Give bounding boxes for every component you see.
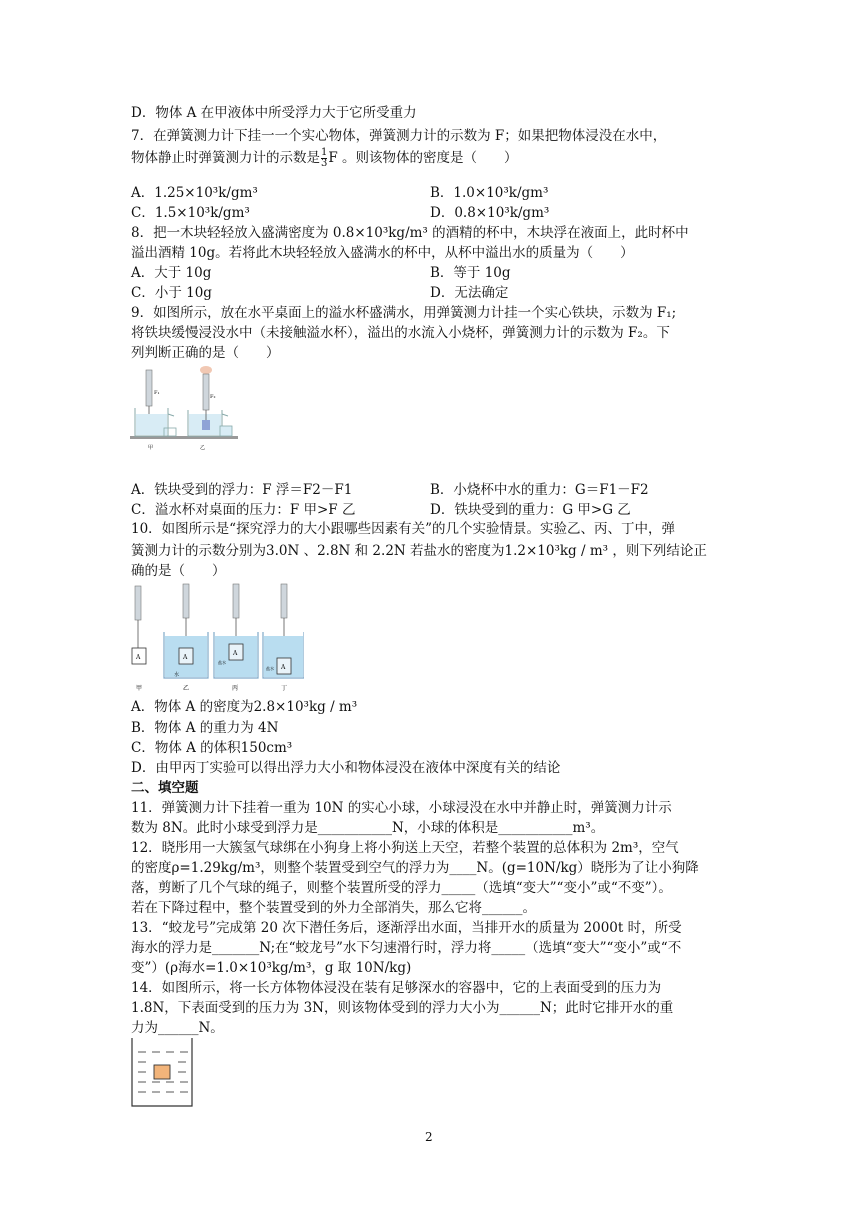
question-14-line3: 力为______N。 xyxy=(131,1020,224,1036)
option: B．物体 A 的重力为 4N xyxy=(131,720,279,736)
liquid-label: 盐水 xyxy=(266,666,274,671)
question-13: 13．“蛟龙号”完成第 20 次下潜任务后，逐渐浮出水面，当排开水的质量为 2000t 时，所受 xyxy=(131,920,682,936)
question-8-line2: 溢出酒精 10g。若将此木块轻轻放入盛满水的杯中，从杯中溢出水的质量为（ ） xyxy=(131,245,634,261)
option: A．铁块受到的浮力：F 浮＝F2－F1 xyxy=(131,482,353,498)
question-9-line2: 将铁块缓慢浸没水中（未接触溢水杯），溢出的水流入小烧杯，弹簧测力计的示数为 F₂。下 xyxy=(131,325,670,341)
block-label: A xyxy=(281,664,286,671)
option: C．1.5×10³k/gm³ xyxy=(131,205,250,221)
block-label: A xyxy=(136,654,141,661)
figure-label: 丁 xyxy=(281,685,288,692)
question-10-line3: 确的是（ ） xyxy=(131,563,226,579)
option: D．0.8×10³k/gm³ xyxy=(430,205,550,221)
option: D．由甲丙丁实验可以得出浮力大小和物体浸没在液体中深度有关的结论 xyxy=(131,760,561,776)
text-line: D．物体 A 在甲液体中所受浮力大于它所受重力 xyxy=(131,105,417,121)
section-heading: 二、填空题 xyxy=(131,780,199,796)
question-8: 8．把一木块轻轻放入盛满密度为 0.8×10³kg/m³ 的酒精的杯中，木块浮在液面上，此时杯中 xyxy=(131,225,689,241)
f2-label: F₂ xyxy=(210,394,216,400)
option: C．溢水杯对桌面的压力：F 甲>F 乙 xyxy=(131,502,356,518)
liquid-label: 盐水 xyxy=(218,660,226,665)
question-9: 9．如图所示，放在水平桌面上的溢水杯盛满水，用弹簧测力计挂一个实心铁块，示数为 F₁; xyxy=(131,305,677,321)
option: C．小于 10g xyxy=(131,285,212,301)
question-12-line2: 的密度ρ=1.29kg/m³，则整个装置受到空气的浮力为____N。(g=10N/kg）晓彤为了让小狗降 xyxy=(131,860,699,876)
block-label: A xyxy=(233,650,238,657)
figure-label: 丙 xyxy=(232,685,239,692)
question-12-line4: 若在下降过程中，整个装置受到的外力全部消失，那么它将______。 xyxy=(131,900,536,916)
option: C．物体 A 的体积150cm³ xyxy=(131,740,293,756)
option: B．等于 10g xyxy=(430,265,511,281)
question-12-line3: 落，剪断了几个气球的绳子，则整个装置所受的浮力_____（选填“变大”“变小”或“不变”）。 xyxy=(131,880,672,896)
question-10: 10．如图所示是“探究浮力的大小跟哪些因素有关”的几个实验情景。实验乙、丙、丁中，弹 xyxy=(131,521,675,537)
liquid-label: 水 xyxy=(174,672,180,678)
option: A．物体 A 的密度为2.8×10³kg / m³ xyxy=(131,699,358,715)
question-14: 14．如图所示，将一长方体物体浸没在装有足够深水的容器中，它的上表面受到的压力为 xyxy=(131,980,662,996)
figure-label: 甲 xyxy=(136,685,143,692)
figure-label: 乙 xyxy=(200,445,206,451)
option: D．铁块受到的重力：G 甲>G 乙 xyxy=(430,502,631,518)
question-7: 7．在弹簧测力计下挂一一个实心物体，弹簧测力计的示数为 F；如果把物体浸没在水中， xyxy=(131,128,667,144)
overflow-cup-figure xyxy=(130,364,238,476)
option: B．1.0×10³k/gm³ xyxy=(430,185,549,201)
figure-label: 甲 xyxy=(148,445,154,451)
figure-label: 乙 xyxy=(183,685,190,692)
submerged-block-figure xyxy=(130,1038,194,1108)
option: D．无法确定 xyxy=(430,285,509,301)
option: A．大于 10g xyxy=(131,265,212,281)
fraction: $\frac{1}{3}$ xyxy=(321,147,328,169)
buoyancy-experiment-figure xyxy=(128,582,304,694)
question-13-line2: 海水的浮力是_______N;在“蛟龙号”水下匀速滑行时，浮力将_____（选填“变大”“变小”或“不 xyxy=(131,940,682,956)
question-10-line2: 簧测力计的示数分别为3.0N 、2.8N 和 2.2N 若盐水的密度为1.2×10³kg / m³ ，则下列结论正 xyxy=(131,543,707,559)
question-14-line2: 1.8N，下表面受到的压力为 3N，则该物体受到的浮力大小为______N；此时它排开水的重 xyxy=(131,1000,674,1016)
page-number: 2 xyxy=(425,1130,433,1144)
question-9-line3: 列判断正确的是（ ） xyxy=(131,345,280,361)
f1-label: F₁ xyxy=(154,390,160,396)
option: A．1.25×10³k/gm³ xyxy=(131,185,258,201)
block-label: A xyxy=(183,654,188,661)
question-7-line2: 物体静止时弹簧测力计的示数是 $\frac{1}{3}$ F 。则该物体的密度是（ ） xyxy=(131,147,518,169)
option: B．小烧杯中水的重力：G＝F1－F2 xyxy=(430,482,649,498)
question-13-line3: 变”）(ρ海水=1.0×10³kg/m³，g 取 10N/kg) xyxy=(131,960,412,976)
question-11: 11．弹簧测力计下挂着一重为 10N 的实心小球，小球浸没在水中并静止时，弹簧测力计示 xyxy=(131,800,672,816)
question-11-line2: 数为 8N。此时小球受到浮力是___________N，小球的体积是___________m³。 xyxy=(131,820,605,836)
question-12: 12．晓彤用一大簇氢气球绑在小狗身上将小狗送上天空，若整个装置的总体积为 2m³，空气 xyxy=(131,840,679,856)
